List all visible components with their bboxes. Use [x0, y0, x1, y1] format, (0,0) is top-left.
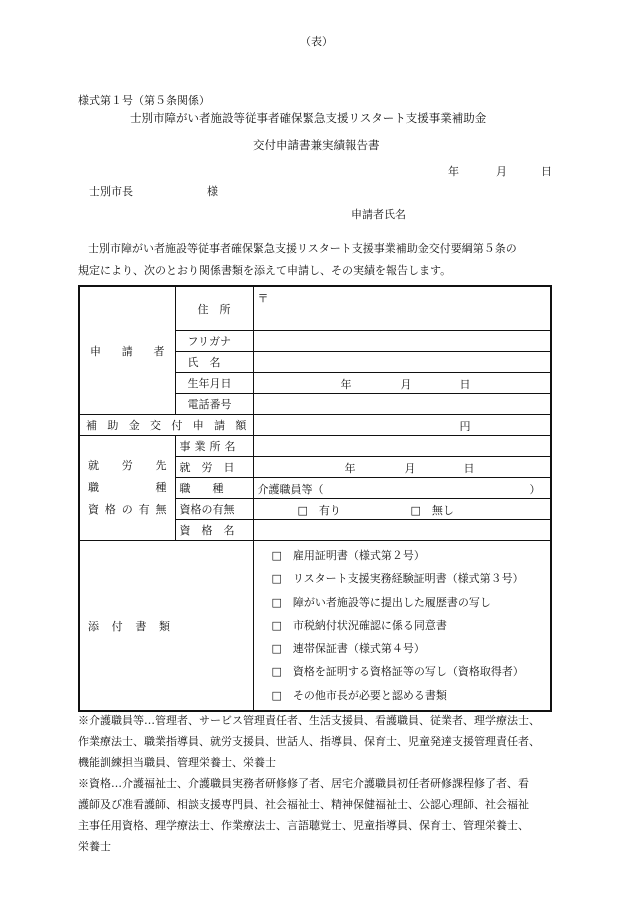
work-start-field[interactable]: 年 月 日 [253, 457, 551, 478]
qualification-label: 資格の有無 [175, 499, 253, 520]
form-title-line2: 交付申請書兼実績報告書 [253, 138, 380, 152]
addressee-honorific: 様 [207, 185, 218, 198]
job-type-field[interactable]: 介護職員等（ ） [253, 478, 551, 499]
note-qual-line1: ※資格…介護福祉士、介護職員実務者研修修了者、居宅介護職員初任者研修課程修了者、看 [78, 777, 529, 790]
attachments-label: 添 付 書 類 [79, 541, 253, 712]
date-month: 月 [496, 165, 507, 178]
qualification-name-field[interactable] [253, 520, 551, 541]
attachments-list [253, 541, 551, 712]
note-staff-line3: 機能訓練担当職員、管理栄養士、栄養士 [78, 756, 276, 769]
name-field[interactable] [253, 352, 551, 373]
attachment-item-tax-consent[interactable]: □ 市税納付状況確認に係る同意書 [271, 618, 447, 632]
office-name-label: 事業所名 [175, 436, 253, 457]
birthdate-label: 生年月日 [175, 373, 253, 394]
qualification-no-checkbox[interactable]: □ 無し [410, 504, 454, 517]
address-label: 住 所 [175, 286, 253, 331]
attachment-item-qualification-copy[interactable]: □ 資格を証明する資格証等の写し（資格取得者） [271, 665, 524, 679]
address-field[interactable] [253, 286, 551, 331]
furigana-label: フリガナ [175, 331, 253, 352]
subsidy-amount-label: 補 助 金 交 付 申 請 額 [79, 415, 253, 436]
employment-section-label: 就 労 先 職 種 資 格 の 有 無 [79, 436, 175, 541]
date-day: 日 [541, 165, 552, 178]
form-title-line1: 士別市障がい者施設等従事者確保緊急支援リスタート支援事業補助金 [130, 111, 487, 125]
intro-line2: 規定により、次のとおり関係書類を添えて申請し、その実績を報告します。 [78, 264, 452, 277]
applicant-name-label: 申請者氏名 [351, 208, 406, 221]
furigana-field[interactable] [253, 331, 551, 352]
yen-unit: 円 [459, 420, 471, 433]
phone-label: 電話番号 [175, 394, 253, 415]
note-staff-line2: 作業療法士、職業指導員、就労支援員、世話人、指導員、保育士、児童発達支援管理責任者、 [78, 735, 540, 748]
attachment-item-employment-cert[interactable]: □ 雇用証明書（様式第２号） [271, 549, 425, 562]
qualification-field [253, 499, 551, 520]
name-label: 氏 名 [175, 352, 253, 373]
note-qual-line3: 主事任用資格、理学療法士、作業療法士、言語聴覚士、児童指導員、保育士、管理栄養士、 [78, 819, 529, 832]
attachment-item-experience-cert[interactable]: □ リスタート支援実務経験証明書（様式第３号） [271, 572, 524, 586]
attachment-item-other[interactable]: □ その他市長が必要と認める書類 [271, 688, 447, 702]
footnotes [78, 710, 562, 857]
note-qual-line4: 栄養士 [78, 840, 111, 853]
application-table [78, 285, 552, 712]
intro-line1: 士別市障がい者施設等従事者確保緊急支援リスタート支援事業補助金交付要綱第５条の [88, 242, 517, 255]
page-side-label: （表） [300, 35, 333, 48]
qualification-name-label: 資 格 名 [175, 520, 253, 541]
work-start-label: 就 労 日 [175, 457, 253, 478]
qualification-yes-checkbox[interactable]: □ 有り [297, 504, 341, 517]
note-qual-line2: 護師及び准看護師、相談支援専門員、社会福祉士、精神保健福祉士、公認心理師、社会福祉 [78, 798, 529, 811]
subsidy-amount-field[interactable] [253, 415, 551, 436]
postal-mark: 〒 [257, 292, 269, 305]
note-staff-line1: ※介護職員等…管理者、サービス管理責任者、生活支援員、看護職員、従業者、理学療法士、 [78, 714, 540, 727]
attachment-item-resume-copy[interactable]: □ 障がい者施設等に提出した履歴書の写し [271, 595, 491, 609]
phone-field[interactable] [253, 394, 551, 415]
applicant-section-label: 申 請 者 [79, 286, 175, 415]
addressee-name: 士別市長 [89, 185, 133, 198]
birthdate-field[interactable]: 年 月 日 [253, 373, 551, 394]
date-year: 年 [448, 165, 459, 178]
job-type-label: 職 種 [175, 478, 253, 499]
form-number: 様式第１号（第５条関係） [78, 94, 210, 107]
attachment-item-guarantee[interactable]: □ 連帯保証書（様式第４号） [271, 642, 425, 656]
office-name-field[interactable] [253, 436, 551, 457]
